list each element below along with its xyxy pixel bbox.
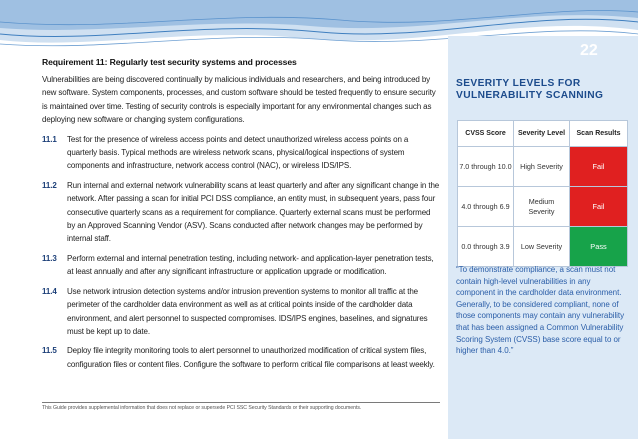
item-number: 11.2	[42, 180, 57, 190]
item-number: 11.4	[42, 286, 57, 296]
severity-table	[457, 120, 628, 267]
intro-paragraph: Vulnerabilities are being discovered continually by malicious individuals and researchers, and being introduced by new software. System components, processes, and custom software should be tested frequently to ensure security is maintained over time. Testing of security controls is especially important for any environmental changes such as deploying new software or changing system configurations.	[42, 75, 436, 125]
scan-result-cell: Pass	[570, 227, 628, 267]
list-item	[42, 133, 440, 173]
table-row	[458, 147, 628, 187]
requirement-list	[42, 133, 440, 372]
main-content	[42, 57, 440, 377]
item-text: Test for the presence of wireless access points and detect unauthorized wireless access points on a quarterly basis. Typical methods are wireless network scans, physical/logical inspections of system components and infrastructure, network access control (NAC), or wireless IDS/IPS.	[67, 134, 409, 171]
list-item	[42, 285, 440, 339]
table-row	[458, 187, 628, 227]
table-header-row	[458, 121, 628, 147]
requirement-title: Requirement 11: Regularly test security systems and processes	[42, 57, 297, 67]
cvss-score-cell: 7.0 through 10.0	[458, 147, 514, 187]
cvss-score-cell: 4.0 through 6.9	[458, 187, 514, 227]
item-text: Deploy file integrity monitoring tools to alert personnel to unauthorized modification of critical system files, configuration files or content files. Configure the software to perform critical file comparisons at least weekly.	[67, 346, 435, 369]
page-number: 22	[580, 42, 598, 59]
item-text: Perform external and internal penetration testing, including network- and application-layer penetration tests, at least annually and after any significant infrastructure or application upgrade or modification.	[67, 253, 434, 277]
severity-cell: Medium Severity	[514, 187, 570, 227]
table-row	[458, 227, 628, 267]
cvss-score-cell: 0.0 through 3.9	[458, 227, 514, 267]
header-cvss-score: CVSS Score	[458, 121, 514, 147]
severity-cell: High Severity	[514, 147, 570, 187]
sidebar-title: SEVERITY LEVELS FOR VULNERABILITY SCANNING	[456, 78, 604, 101]
item-number: 11.1	[42, 134, 57, 144]
list-item	[42, 252, 440, 279]
list-item	[42, 344, 440, 371]
header-severity-level: Severity Level	[514, 121, 570, 147]
footnote: This Guide provides supplemental information that does not replace or supersede PCI SSC Security Standards or their supporting documents.	[42, 405, 362, 411]
scan-result-cell: Fail	[570, 147, 628, 187]
item-number: 11.5	[42, 346, 57, 356]
scan-result-cell: Fail	[570, 187, 628, 227]
header-scan-results: Scan Results	[570, 121, 628, 147]
severity-cell: Low Severity	[514, 227, 570, 267]
list-item	[42, 179, 440, 246]
item-number: 11.3	[42, 253, 57, 263]
footnote-divider	[42, 402, 440, 403]
item-text: Run internal and external network vulnerability scans at least quarterly and after any significant change in the network. After passing a scan for initial PCI DSS compliance, an entity must, in subsequent years, pass four consecutive quarterly scans as a requirement for compliance. Quarterly external scans must be performed by an Approved Scanning Vendor (ASV). Scans conducted after network changes may be performed by internal staff.	[67, 180, 440, 244]
pull-quote: “To demonstrate compliance, a scan must not contain high-level vulnerabilities in any component in the cardholder data environment. Generally, to be considered compliant, none of those components may contain any vulnerability that has been assigned a Common Vulnerability Scoring System (CVSS) base score equal to or higher than 4.0.”	[456, 265, 625, 356]
item-text: Use network intrusion detection systems and/or intrusion prevention systems to monitor all traffic at the perimeter of the cardholder data environment as well as at critical points inside of the cardholder data environment, and alert personnel to suspected compromises. IDS/IPS engines, baselines, and signatures must be kept up to date.	[67, 286, 428, 336]
